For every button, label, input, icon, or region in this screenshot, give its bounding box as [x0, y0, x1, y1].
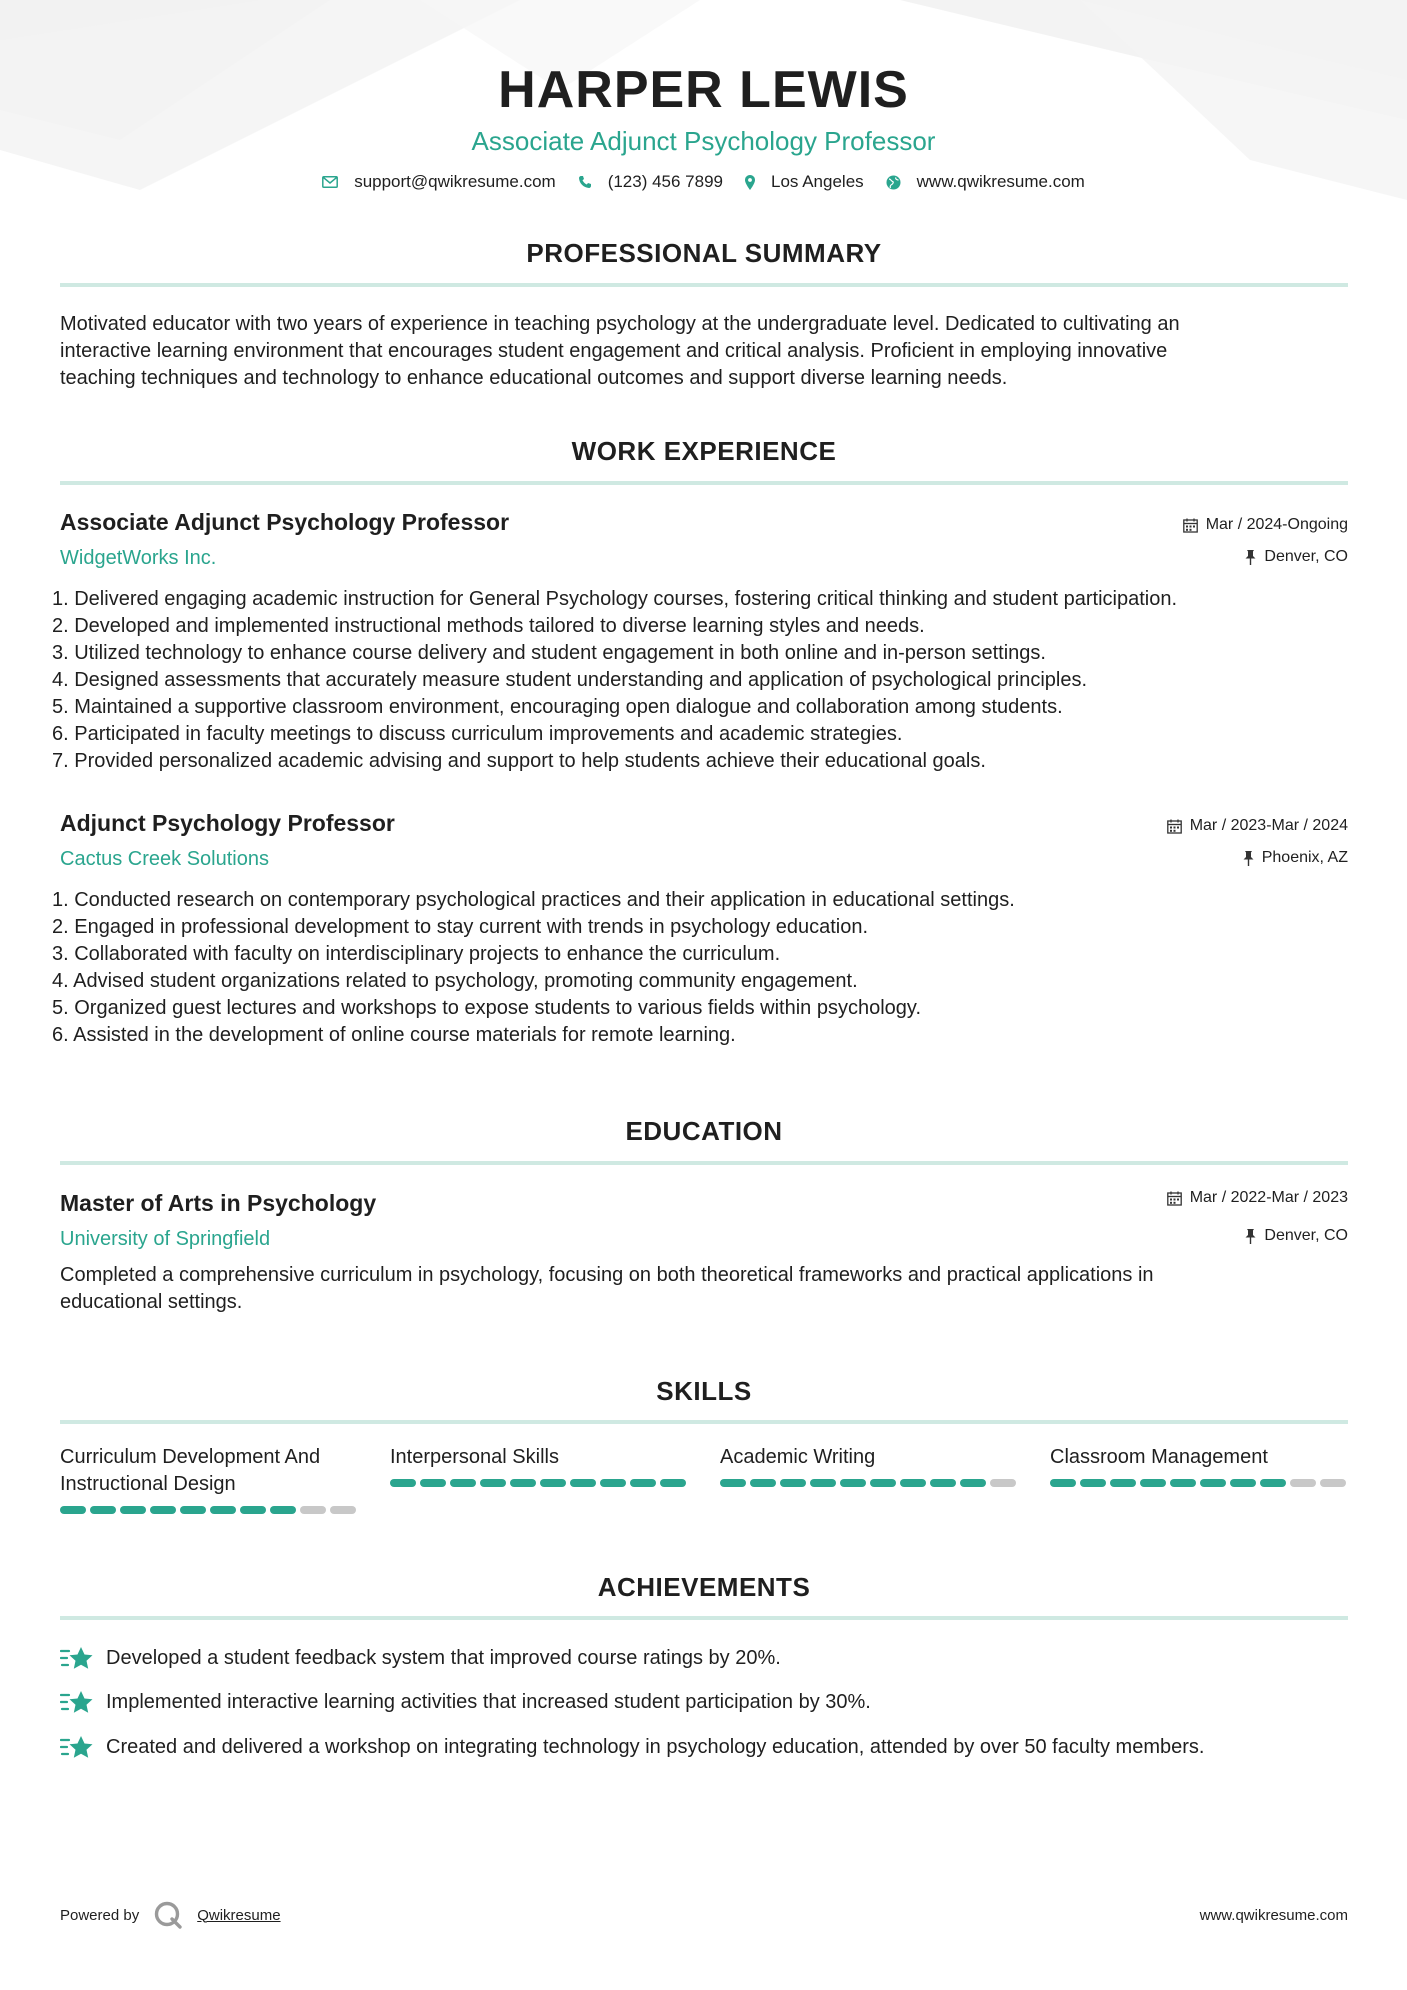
skill-segment-filled [1140, 1479, 1166, 1487]
skill-segment-filled [630, 1479, 656, 1487]
job-location-text: Phoenix, AZ [1261, 849, 1348, 866]
job-company: WidgetWorks Inc. [60, 547, 217, 569]
skill-segment-filled [720, 1479, 746, 1487]
skill-item [1050, 1444, 1350, 1514]
skill-name: Classroom Management [1050, 1446, 1268, 1468]
job-title: Adjunct Psychology Professor [60, 810, 395, 836]
skill-segment-filled [750, 1479, 776, 1487]
achievement-text: Implemented interactive learning activities that increased student participation by 30%. [106, 1690, 871, 1713]
education-line: Completed a comprehensive curriculum in psychology, focusing on both theoretical frameworks and practical applications in [60, 1264, 1154, 1286]
skill-segment-filled [540, 1479, 566, 1487]
skill-segment-filled [150, 1506, 176, 1514]
job-dates [1183, 516, 1348, 534]
footer-website[interactable]: www.qwikresume.com [1199, 1907, 1348, 1924]
list-item: 2. Developed and implemented instructional methods tailored to diverse learning styles and needs. [52, 615, 925, 637]
skill-segment-filled [1110, 1479, 1136, 1487]
pushpin-icon [1243, 851, 1254, 866]
contact-email[interactable] [322, 172, 556, 192]
job-title: Associate Adjunct Psychology Professor [60, 509, 510, 535]
contact-website[interactable] [886, 172, 1085, 192]
phone-icon [578, 175, 592, 189]
list-item: 2. Engaged in professional development to stay current with trends in psychology education. [52, 916, 869, 938]
job-location [1245, 548, 1348, 566]
achievement-item [60, 1689, 1360, 1715]
skill-name: Curriculum Development And Instructional Design [60, 1446, 321, 1495]
job-company: Cactus Creek Solutions [60, 848, 269, 870]
resume-header [0, 58, 1407, 158]
skill-segment-filled [450, 1479, 476, 1487]
skill-level-bar [60, 1506, 360, 1514]
skill-segment-empty [1290, 1479, 1316, 1487]
qwikresume-logo-icon [153, 1900, 183, 1930]
list-item: 4. Designed assessments that accurately measure student understanding and application of psychological principles. [52, 669, 1088, 691]
achievement-text: Created and delivered a workshop on integrating technology in psychology education, attended by over 50 faculty members. [106, 1735, 1205, 1758]
candidate-role: Associate Adjunct Psychology Professor [471, 126, 936, 156]
education-dates [1167, 1189, 1348, 1207]
education-line: educational settings. [60, 1291, 243, 1313]
skill-segment-filled [210, 1506, 236, 1514]
skill-name: Interpersonal Skills [390, 1446, 559, 1468]
skill-item [390, 1444, 690, 1514]
list-item: 1. Delivered engaging academic instruction for General Psychology courses, fostering critical thinking and student participation. [52, 588, 1178, 610]
summary-line: teaching techniques and technology to enhance educational outcomes and support diverse learning needs. [60, 367, 1008, 389]
education-location [1245, 1227, 1348, 1245]
skill-segment-filled [510, 1479, 536, 1487]
section-divider [60, 1161, 1348, 1165]
education-description [60, 1262, 1350, 1316]
skill-segment-filled [870, 1479, 896, 1487]
job-dates [1167, 817, 1348, 835]
skill-item [60, 1444, 360, 1514]
contact-email-text: support@qwikresume.com [354, 172, 556, 191]
skill-segment-filled [1050, 1479, 1076, 1487]
skill-item [720, 1444, 1020, 1514]
skill-segment-filled [240, 1506, 266, 1514]
skill-segment-filled [480, 1479, 506, 1487]
skill-segment-filled [390, 1479, 416, 1487]
skill-segment-filled [780, 1479, 806, 1487]
skill-segment-filled [120, 1506, 146, 1514]
pushpin-icon [1245, 550, 1256, 565]
list-item: 3. Collaborated with faculty on interdisciplinary projects to enhance the curriculum. [52, 943, 781, 965]
skill-segment-filled [660, 1479, 686, 1487]
achievement-text: Developed a student feedback system that improved course ratings by 20%. [106, 1646, 781, 1669]
job-location-text: Denver, CO [1264, 548, 1348, 565]
footer-powered-by [60, 1900, 281, 1930]
skill-segment-filled [840, 1479, 866, 1487]
skill-segment-empty [1320, 1479, 1346, 1487]
section-title-education: EDUCATION [625, 1116, 783, 1146]
list-item: 6. Assisted in the development of online course materials for remote learning. [52, 1024, 736, 1046]
calendar-icon [1183, 518, 1198, 533]
envelope-icon [322, 176, 338, 188]
skill-level-bar [390, 1479, 690, 1487]
skill-segment-filled [930, 1479, 956, 1487]
skill-segment-filled [90, 1506, 116, 1514]
job-dates-text: Mar / 2024-Ongoing [1205, 516, 1348, 533]
star-achievement-icon [60, 1645, 94, 1671]
skill-segment-filled [1230, 1479, 1256, 1487]
section-title-summary: PROFESSIONAL SUMMARY [526, 238, 882, 268]
qwikresume-link[interactable]: Qwikresume [197, 1906, 281, 1924]
skill-name: Academic Writing [720, 1446, 876, 1468]
list-item: 3. Utilized technology to enhance course delivery and student engagement in both online and in-person settings. [52, 642, 1046, 664]
section-divider [60, 481, 1348, 485]
section-title-achievements: ACHIEVEMENTS [597, 1572, 811, 1602]
list-item: 4. Advised student organizations related to psychology, promoting community engagement. [52, 970, 858, 992]
skill-segment-filled [570, 1479, 596, 1487]
summary-line: Motivated educator with two years of experience in teaching psychology at the undergraduate level. Dedicated to cultivating an [60, 313, 1180, 335]
skills-list [60, 1444, 1350, 1514]
section-title-experience: WORK EXPERIENCE [571, 436, 837, 466]
pushpin-icon [1245, 1229, 1256, 1244]
skill-segment-filled [1260, 1479, 1286, 1487]
contact-phone[interactable] [578, 172, 723, 192]
skill-segment-filled [600, 1479, 626, 1487]
star-achievement-icon [60, 1689, 94, 1715]
globe-icon [886, 175, 901, 190]
calendar-icon [1167, 1191, 1182, 1206]
calendar-icon [1167, 819, 1182, 834]
section-divider [60, 1420, 1348, 1424]
section-divider [60, 1616, 1348, 1620]
skill-segment-empty [300, 1506, 326, 1514]
skill-segment-filled [180, 1506, 206, 1514]
skill-segment-filled [1200, 1479, 1226, 1487]
list-item: 7. Provided personalized academic advising and support to help students achieve their educational goals. [52, 750, 986, 772]
list-item: 6. Participated in faculty meetings to discuss curriculum improvements and academic strategies. [52, 723, 903, 745]
skill-segment-filled [900, 1479, 926, 1487]
skill-segment-filled [60, 1506, 86, 1514]
job-responsibilities [52, 586, 1352, 775]
education-school: University of Springfield [60, 1228, 271, 1250]
job-responsibilities [52, 887, 1352, 1049]
star-achievement-icon [60, 1734, 94, 1760]
skill-segment-filled [960, 1479, 986, 1487]
skill-segment-filled [1080, 1479, 1106, 1487]
job-location [1243, 849, 1348, 867]
contact-phone-text: (123) 456 7899 [607, 172, 724, 191]
summary-text [60, 311, 1350, 392]
contact-location [745, 172, 864, 192]
skill-segment-filled [270, 1506, 296, 1514]
map-pin-icon [745, 175, 755, 190]
education-dates-text: Mar / 2022-Mar / 2023 [1189, 1189, 1348, 1206]
list-item: 1. Conducted research on contemporary psychological practices and their application in educational settings. [52, 889, 1015, 911]
section-divider [60, 283, 1348, 287]
achievement-item [60, 1645, 1360, 1671]
list-item: 5. Organized guest lectures and workshops to expose students to various fields within psychology. [52, 997, 921, 1019]
contact-location-text: Los Angeles [771, 172, 864, 191]
education-degree: Master of Arts in Psychology [60, 1190, 377, 1216]
education-location-text: Denver, CO [1264, 1227, 1348, 1244]
summary-line: interactive learning environment that encourages student engagement and critical analysis. Proficient in employing innovative [60, 340, 1168, 362]
skill-level-bar [1050, 1479, 1350, 1487]
skill-segment-empty [990, 1479, 1016, 1487]
achievement-item [60, 1734, 1360, 1760]
candidate-name: HARPER LEWIS [498, 61, 909, 119]
contact-bar [0, 172, 1407, 192]
skill-segment-empty [330, 1506, 356, 1514]
skill-segment-filled [810, 1479, 836, 1487]
skill-segment-filled [420, 1479, 446, 1487]
powered-by-label: Powered by [60, 1906, 140, 1924]
skill-level-bar [720, 1479, 1020, 1487]
list-item: 5. Maintained a supportive classroom environment, encouraging open dialogue and collaboration among students. [52, 696, 1063, 718]
contact-website-text: www.qwikresume.com [916, 172, 1085, 191]
job-dates-text: Mar / 2023-Mar / 2024 [1189, 817, 1348, 834]
skill-segment-filled [1170, 1479, 1196, 1487]
section-title-skills: SKILLS [656, 1376, 752, 1406]
